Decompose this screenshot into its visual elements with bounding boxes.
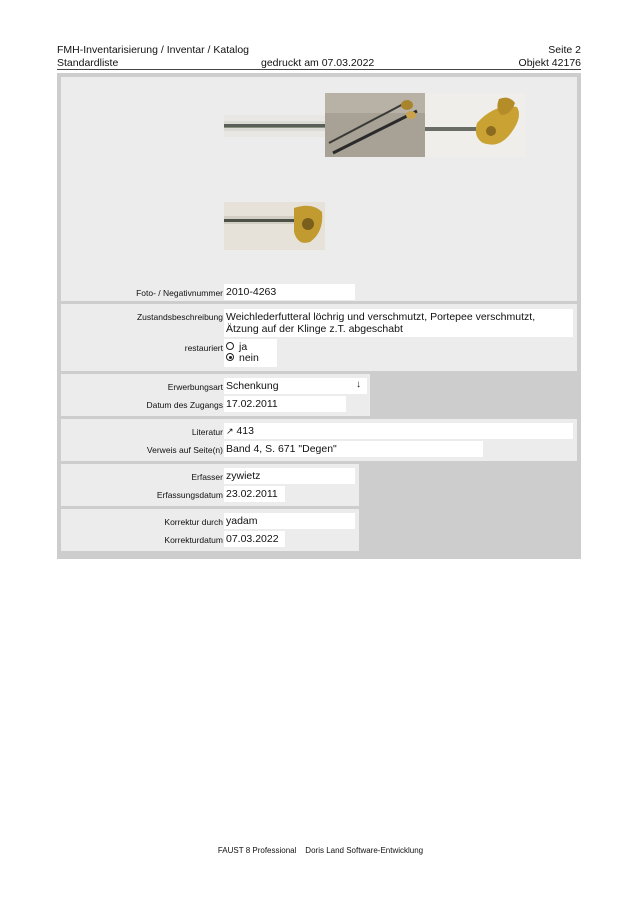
acquisition-type-field[interactable]: [224, 378, 367, 394]
acquisition-date-field[interactable]: 17.02.2011: [224, 396, 346, 412]
correction-date-label: Korrekturdatum: [164, 535, 223, 545]
object-number: Objekt 42176: [518, 57, 581, 69]
photo-number-field[interactable]: 2010-4263: [224, 284, 355, 300]
arrow-down-icon[interactable]: ↓: [356, 379, 361, 390]
report-header-row1: [57, 44, 581, 56]
restored-option-yes[interactable]: ja: [226, 342, 275, 353]
sword-photo-hilt[interactable]: [425, 93, 526, 157]
condition-label: Zustandsbeschreibung: [136, 312, 223, 322]
condition-panel: [61, 304, 577, 371]
restored-label: restauriert: [184, 343, 223, 353]
page-ref-field[interactable]: Band 4, S. 671 "Degen": [224, 441, 483, 457]
correction-label: Korrektur durch: [164, 517, 223, 527]
list-type: Standardliste: [57, 57, 119, 69]
recorder-date-label: Erfassungsdatum: [156, 490, 223, 500]
literature-panel: [61, 419, 577, 461]
print-date: gedruckt am 07.03.2022: [261, 57, 375, 69]
condition-field[interactable]: [224, 309, 573, 337]
acquisition-panel: [61, 374, 370, 416]
report-header-row2: [57, 57, 581, 69]
restored-radio-group: [224, 339, 277, 367]
page-ref-label: Verweis auf Seite(n): [146, 445, 223, 455]
sword-photo-blade[interactable]: [224, 115, 325, 137]
record-frame: [57, 73, 581, 559]
literature-value: 413: [236, 425, 254, 437]
link-arrow-icon[interactable]: ↗: [226, 426, 234, 436]
radio-yes-icon[interactable]: [226, 342, 234, 350]
correction-field[interactable]: yadam: [224, 513, 355, 529]
footer-product: FAUST 8 Professional: [217, 846, 297, 855]
correction-panel: [61, 509, 359, 551]
condition-line-1: Weichlederfutteral löchrig und verschmutzt, Portepee verschmutzt,: [226, 311, 536, 323]
recorder-label: Erfasser: [191, 472, 223, 482]
header-divider: [57, 69, 581, 70]
report-footer: [0, 846, 641, 855]
acquisition-type-value: Schenkung: [226, 380, 279, 392]
acquisition-date-label: Datum des Zugangs: [146, 400, 223, 410]
restored-option-no[interactable]: nein: [226, 353, 275, 364]
literature-field[interactable]: [224, 423, 573, 439]
condition-line-2: Ätzung auf der Klinge z.T. abgeschabt: [226, 323, 403, 335]
recorder-field[interactable]: zywietz: [224, 468, 355, 484]
recorder-panel: [61, 464, 359, 506]
radio-no-icon[interactable]: [226, 353, 234, 361]
page-number: Seite 2: [548, 44, 581, 56]
sword-photo-scabbard[interactable]: [325, 93, 425, 157]
acquisition-type-label: Erwerbungsart: [167, 382, 223, 392]
sword-photo-detail[interactable]: [224, 202, 325, 250]
photo-panel: [61, 77, 577, 301]
report-title: FMH-Inventarisierung / Inventar / Katalog: [57, 44, 250, 56]
correction-date-field[interactable]: 07.03.2022: [224, 531, 285, 547]
recorder-date-field[interactable]: 23.02.2011: [224, 486, 285, 502]
footer-vendor: Doris Land Software-Entwicklung: [305, 846, 424, 855]
photo-number-label: Foto- / Negativnummer: [136, 288, 223, 298]
literature-label: Literatur: [191, 427, 223, 437]
